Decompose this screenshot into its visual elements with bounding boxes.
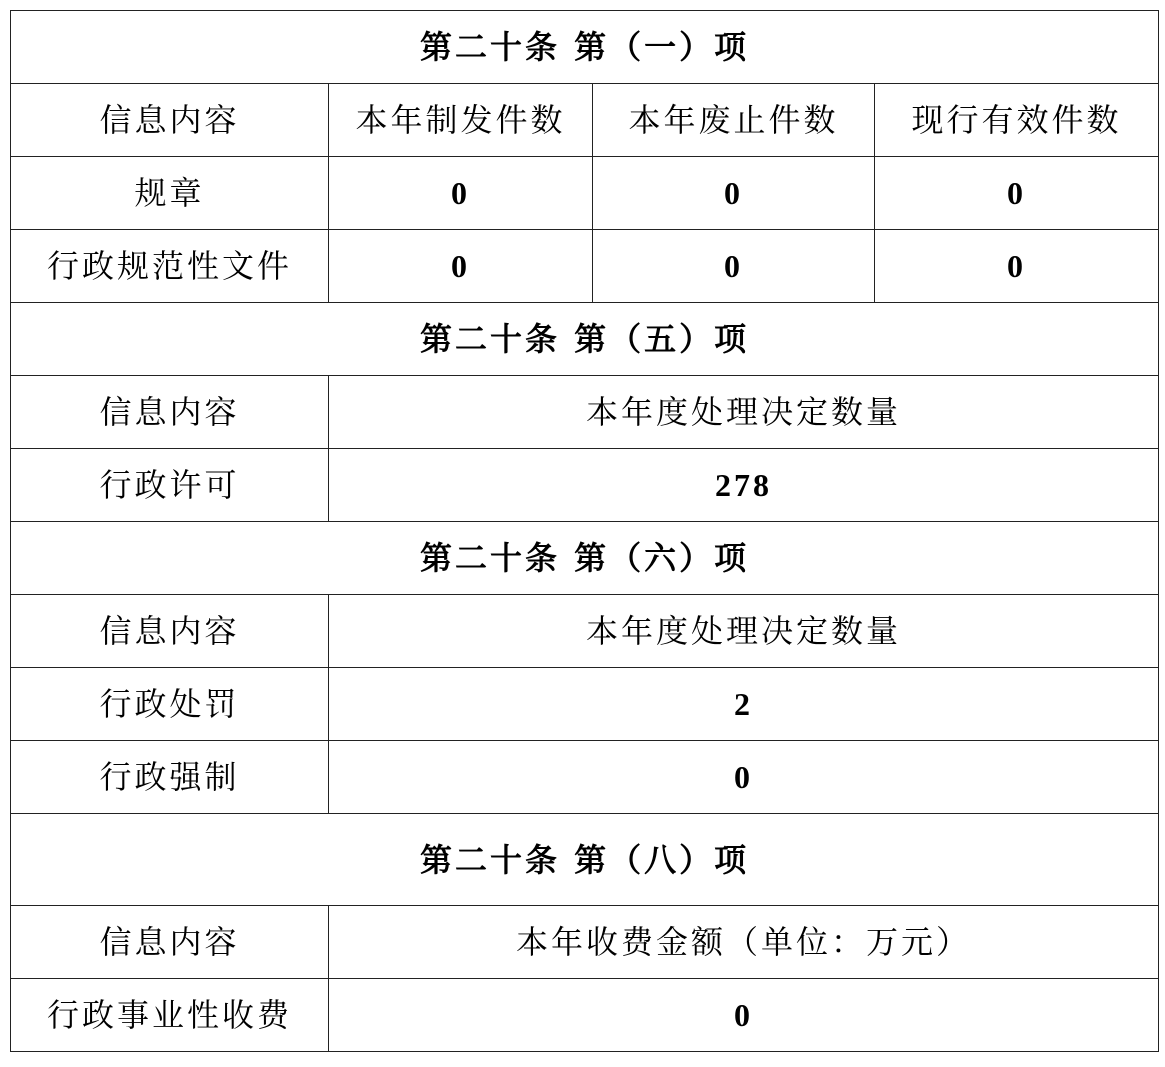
value-cell: 0 [875, 157, 1159, 230]
table-row [11, 668, 1159, 741]
section-title: 第二十条 第（五）项 [11, 303, 1159, 376]
header-cell: 本年收费金额（单位：万元） [329, 906, 1159, 979]
section-row [11, 814, 1159, 906]
section-row [11, 11, 1159, 84]
section-title: 第二十条 第（六）项 [11, 522, 1159, 595]
row-label: 行政许可 [11, 449, 329, 522]
value-cell: 278 [329, 449, 1159, 522]
header-cell: 现行有效件数 [875, 84, 1159, 157]
header-row [11, 376, 1159, 449]
section-row [11, 522, 1159, 595]
table-row [11, 157, 1159, 230]
value-cell: 0 [593, 230, 875, 303]
value-cell: 0 [329, 230, 593, 303]
row-label: 行政强制 [11, 741, 329, 814]
header-cell: 信息内容 [11, 906, 329, 979]
row-label: 行政处罚 [11, 668, 329, 741]
header-cell: 信息内容 [11, 84, 329, 157]
table-row [11, 230, 1159, 303]
header-cell: 信息内容 [11, 376, 329, 449]
value-cell: 0 [329, 741, 1159, 814]
header-row [11, 84, 1159, 157]
row-label: 行政事业性收费 [11, 979, 329, 1052]
table-row [11, 979, 1159, 1052]
row-label: 规章 [11, 157, 329, 230]
section-title: 第二十条 第（八）项 [11, 814, 1159, 906]
value-cell: 0 [593, 157, 875, 230]
section-row [11, 303, 1159, 376]
header-cell: 本年废止件数 [593, 84, 875, 157]
value-cell: 0 [875, 230, 1159, 303]
disclosure-table [10, 10, 1159, 1052]
row-label: 行政规范性文件 [11, 230, 329, 303]
header-row [11, 906, 1159, 979]
header-cell: 信息内容 [11, 595, 329, 668]
header-cell: 本年制发件数 [329, 84, 593, 157]
value-cell: 0 [329, 157, 593, 230]
header-row [11, 595, 1159, 668]
table-row [11, 449, 1159, 522]
section-title: 第二十条 第（一）项 [11, 11, 1159, 84]
header-cell: 本年度处理决定数量 [329, 376, 1159, 449]
table-row [11, 741, 1159, 814]
value-cell: 2 [329, 668, 1159, 741]
header-cell: 本年度处理决定数量 [329, 595, 1159, 668]
value-cell: 0 [329, 979, 1159, 1052]
